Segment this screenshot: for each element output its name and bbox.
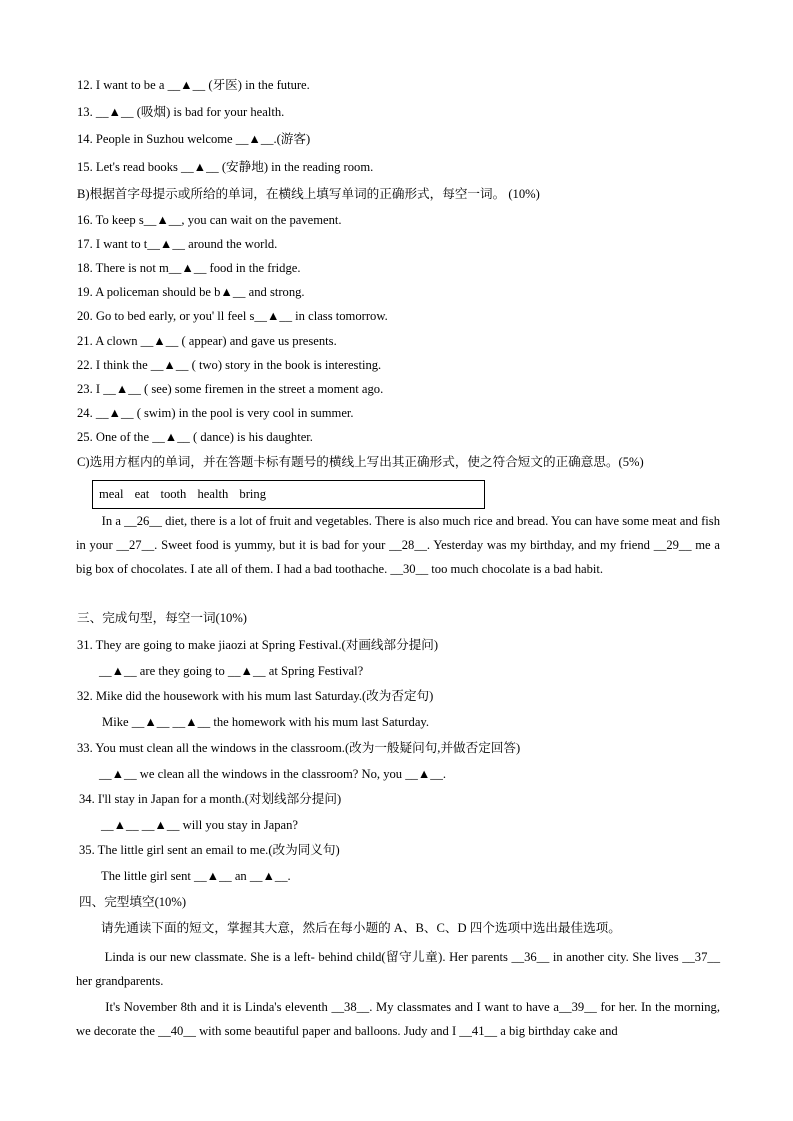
exam-line: 19. A policeman should be b▲__ and strong. <box>77 285 305 299</box>
word-box-words: meal eat tooth health bring <box>99 487 266 501</box>
exam-line: Mike __▲__ __▲__ the homework with his mum last Saturday. <box>102 715 430 729</box>
exam-line: 14. People in Suzhou welcome __▲__.(游客) <box>77 132 311 146</box>
exam-line: 16. To keep s__▲__, you can wait on the pavement. <box>77 213 342 227</box>
exam-line: 13. __▲__ (吸烟) is bad for your health. <box>77 105 285 119</box>
exam-line: __▲__ are they going to __▲__ at Spring Festival? <box>99 664 364 678</box>
exam-line: 请先通读下面的短文，掌握其大意，然后在每小题的 A、B、C、D 四个选项中选出最佳选项。 <box>101 921 621 935</box>
exam-line: __▲__ __▲__ will you stay in Japan? <box>101 818 299 832</box>
exam-line: 25. One of the __▲__ ( dance) is his daughter. <box>77 430 313 444</box>
exam-line: 23. I __▲__ ( see) some firemen in the street a moment ago. <box>77 382 384 396</box>
exam-line: 17. I want to t__▲__ around the world. <box>77 237 278 251</box>
exam-line: 24. __▲__ ( swim) in the pool is very cool in summer. <box>77 406 354 420</box>
exam-line: 15. Let's read books __▲__ (安静地) in the reading room. <box>77 160 374 174</box>
exam-line: 31. They are going to make jiaozi at Spring Festival.(对画线部分提问) <box>77 638 439 652</box>
exam-line: B)根据首字母提示或所给的单词，在横线上填写单词的正确形式，每空一词。 (10%) <box>77 187 540 201</box>
exam-line: The little girl sent __▲__ an __▲__. <box>101 869 291 883</box>
exam-line: 35. The little girl sent an email to me.(改为同义句) <box>79 843 340 857</box>
exam-line: 12. I want to be a __▲__ (牙医) in the future. <box>77 78 310 92</box>
exam-line: __▲__ we clean all the windows in the classroom? No, you __▲__. <box>99 767 447 781</box>
passage-paragraph: In a __26__ diet, there is a lot of fruit and vegetables. There is also much rice and bread. You can have some meat and fish in your __27__. Sweet food is yummy, but it is bad for your __28__. Yesterday was my birthday, and my friend __29__ me a big box of chocolates. I ate all of them. I had a bad toothache. __30__ too much chocolate is a bad habit. <box>76 514 724 576</box>
passage-paragraph: Linda is our new classmate. She is a left- behind child(留守儿童). Her parents __36__ in another city. She lives __37__ her grandparents. <box>76 950 724 988</box>
exam-line: 三、完成句型，每空一词(10%) <box>77 611 248 625</box>
exam-line: 20. Go to bed early, or you' ll feel s__▲__ in class tomorrow. <box>77 309 388 323</box>
passage-paragraph: It's November 8th and it is Linda's eleventh __38__. My classmates and I want to have a__39__ for her. In the morning, we decorate the __40__ with some beautiful paper and balloons. Judy and I __41__ a big birthday cake and <box>76 1000 724 1038</box>
exam-line: C)选用方框内的单词，并在答题卡标有题号的横线上写出其正确形式，使之符合短文的正确意思。(5%) <box>77 455 644 469</box>
exam-line: 四、完型填空(10%) <box>79 895 187 909</box>
exam-line: 22. I think the __▲__ ( two) story in the book is interesting. <box>77 358 382 372</box>
exam-line: 33. You must clean all the windows in the classroom.(改为一般疑问句,并做否定回答) <box>77 741 521 755</box>
exam-line: 21. A clown __▲__ ( appear) and gave us presents. <box>77 334 337 348</box>
exam-line: 18. There is not m__▲__ food in the fridge. <box>77 261 301 275</box>
exam-line: 34. I'll stay in Japan for a month.(对划线部分提问) <box>79 792 342 806</box>
word-box <box>92 480 485 509</box>
exam-line: 32. Mike did the housework with his mum last Saturday.(改为否定句) <box>77 689 434 703</box>
